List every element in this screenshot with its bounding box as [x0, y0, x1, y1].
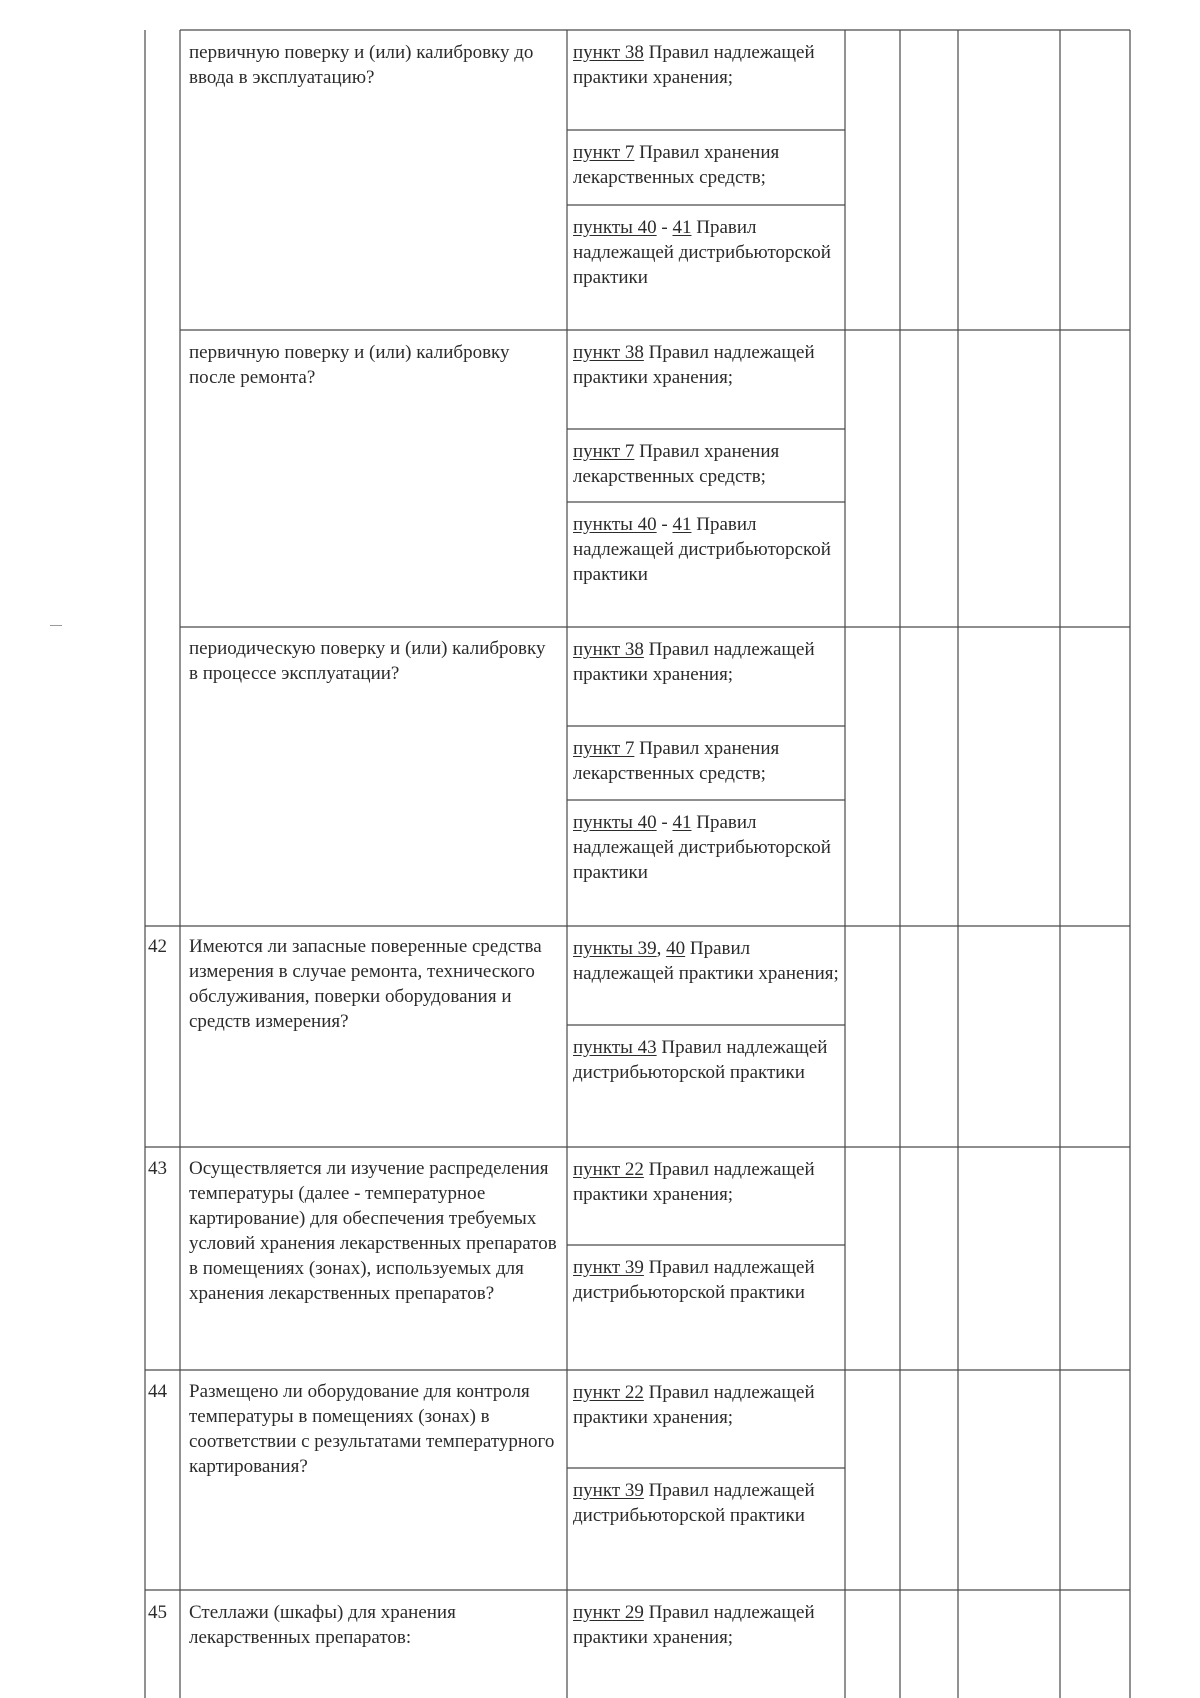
- reference-cell: [573, 1035, 839, 1085]
- law-reference-link[interactable]: пункт 7: [573, 441, 635, 462]
- reference-text: Правил надлежащей практики хранения;: [573, 42, 815, 88]
- question-text: периодическую поверку и (или) калибровку в процессе эксплуатации?: [189, 638, 546, 684]
- law-reference-link[interactable]: 41: [672, 217, 692, 238]
- reference-cell: [573, 140, 839, 190]
- reference-cell: [573, 215, 839, 290]
- reference-text: Правил надлежащей дистрибьюторской практики: [573, 1037, 828, 1083]
- reference-text: Правил надлежащей практики хранения;: [573, 639, 815, 685]
- reference-text: Правил надлежащей практики хранения;: [573, 342, 815, 388]
- question-text: Осуществляется ли изучение распределения температуры (далее - температурное картирование) для обеспечения требуемых условий хранения лекарственных препаратов в помещениях (зонах), используемых для хранения лекарственных препаратов?: [189, 1158, 557, 1304]
- law-reference-link[interactable]: пункты 40: [573, 812, 657, 833]
- law-reference-link[interactable]: 40: [666, 938, 686, 959]
- reference-cell: [573, 936, 839, 986]
- reference-cell: [573, 1157, 839, 1207]
- law-reference-link[interactable]: пункт 22: [573, 1159, 644, 1180]
- law-reference-link[interactable]: 41: [672, 514, 692, 535]
- row-number: 45: [148, 1602, 167, 1623]
- reference-text: Правил надлежащей практики хранения;: [573, 1382, 815, 1428]
- law-reference-link[interactable]: пункты 40: [573, 514, 657, 535]
- reference-separator: -: [656, 812, 673, 833]
- reference-text: Правил хранения лекарственных средств;: [573, 738, 780, 784]
- question-text: Стеллажи (шкафы) для хранения лекарственных препаратов:: [189, 1602, 456, 1648]
- law-reference-link[interactable]: пункт 38: [573, 42, 644, 63]
- reference-separator: -: [656, 217, 673, 238]
- law-reference-link[interactable]: пункт 38: [573, 342, 644, 363]
- row-number: 43: [148, 1158, 167, 1179]
- reference-separator: ,: [656, 938, 667, 959]
- reference-cell: [573, 736, 839, 786]
- law-reference-link[interactable]: пункт 39: [573, 1257, 644, 1278]
- law-reference-link[interactable]: пункт 39: [573, 1480, 644, 1501]
- law-reference-link[interactable]: пункт 7: [573, 738, 635, 759]
- reference-cell: [573, 512, 839, 587]
- row-number: 42: [148, 936, 167, 957]
- reference-text: Правил надлежащей дистрибьюторской практики: [573, 1257, 815, 1303]
- law-reference-link[interactable]: пункт 7: [573, 142, 635, 163]
- reference-text: Правил надлежащей практики хранения;: [573, 1602, 815, 1648]
- reference-text: Правил надлежащей практики хранения;: [573, 1159, 815, 1205]
- reference-cell: [573, 40, 839, 90]
- reference-cell: [573, 1600, 839, 1650]
- reference-separator: -: [656, 514, 673, 535]
- question-text: первичную поверку и (или) калибровку до ввода в эксплуатацию?: [189, 42, 534, 88]
- law-reference-link[interactable]: пункты 39: [573, 938, 657, 959]
- reference-cell: [573, 1478, 839, 1528]
- reference-text: Правил надлежащей дистрибьюторской практики: [573, 1480, 815, 1526]
- law-reference-link[interactable]: пункт 38: [573, 639, 644, 660]
- reference-text: Правил хранения лекарственных средств;: [573, 142, 780, 188]
- law-reference-link[interactable]: 41: [672, 812, 692, 833]
- question-text: первичную поверку и (или) калибровку после ремонта?: [189, 342, 510, 388]
- reference-cell: [573, 637, 839, 687]
- reference-text: Правил надлежащей дистрибьюторской практики: [573, 217, 831, 288]
- reference-cell: [573, 1255, 839, 1305]
- reference-text: Правил надлежащей дистрибьюторской практики: [573, 514, 831, 585]
- law-reference-link[interactable]: пункты 43: [573, 1037, 657, 1058]
- reference-cell: [573, 439, 839, 489]
- reference-cell: [573, 340, 839, 390]
- reference-cell: [573, 1380, 839, 1430]
- scan-mark: [50, 625, 62, 626]
- law-reference-link[interactable]: пункт 29: [573, 1602, 644, 1623]
- question-text: Размещено ли оборудование для контроля температуры в помещениях (зонах) в соответствии с результатами температурного картирования?: [189, 1381, 555, 1477]
- row-number: 44: [148, 1381, 167, 1402]
- reference-text: Правил надлежащей дистрибьюторской практики: [573, 812, 831, 883]
- reference-cell: [573, 810, 839, 885]
- reference-text: Правил надлежащей практики хранения;: [573, 938, 839, 984]
- question-text: Имеются ли запасные поверенные средства измерения в случае ремонта, технического обслуживания, поверки оборудования и средств измерения?: [189, 936, 542, 1032]
- reference-text: Правил хранения лекарственных средств;: [573, 441, 780, 487]
- law-reference-link[interactable]: пункты 40: [573, 217, 657, 238]
- law-reference-link[interactable]: пункт 22: [573, 1382, 644, 1403]
